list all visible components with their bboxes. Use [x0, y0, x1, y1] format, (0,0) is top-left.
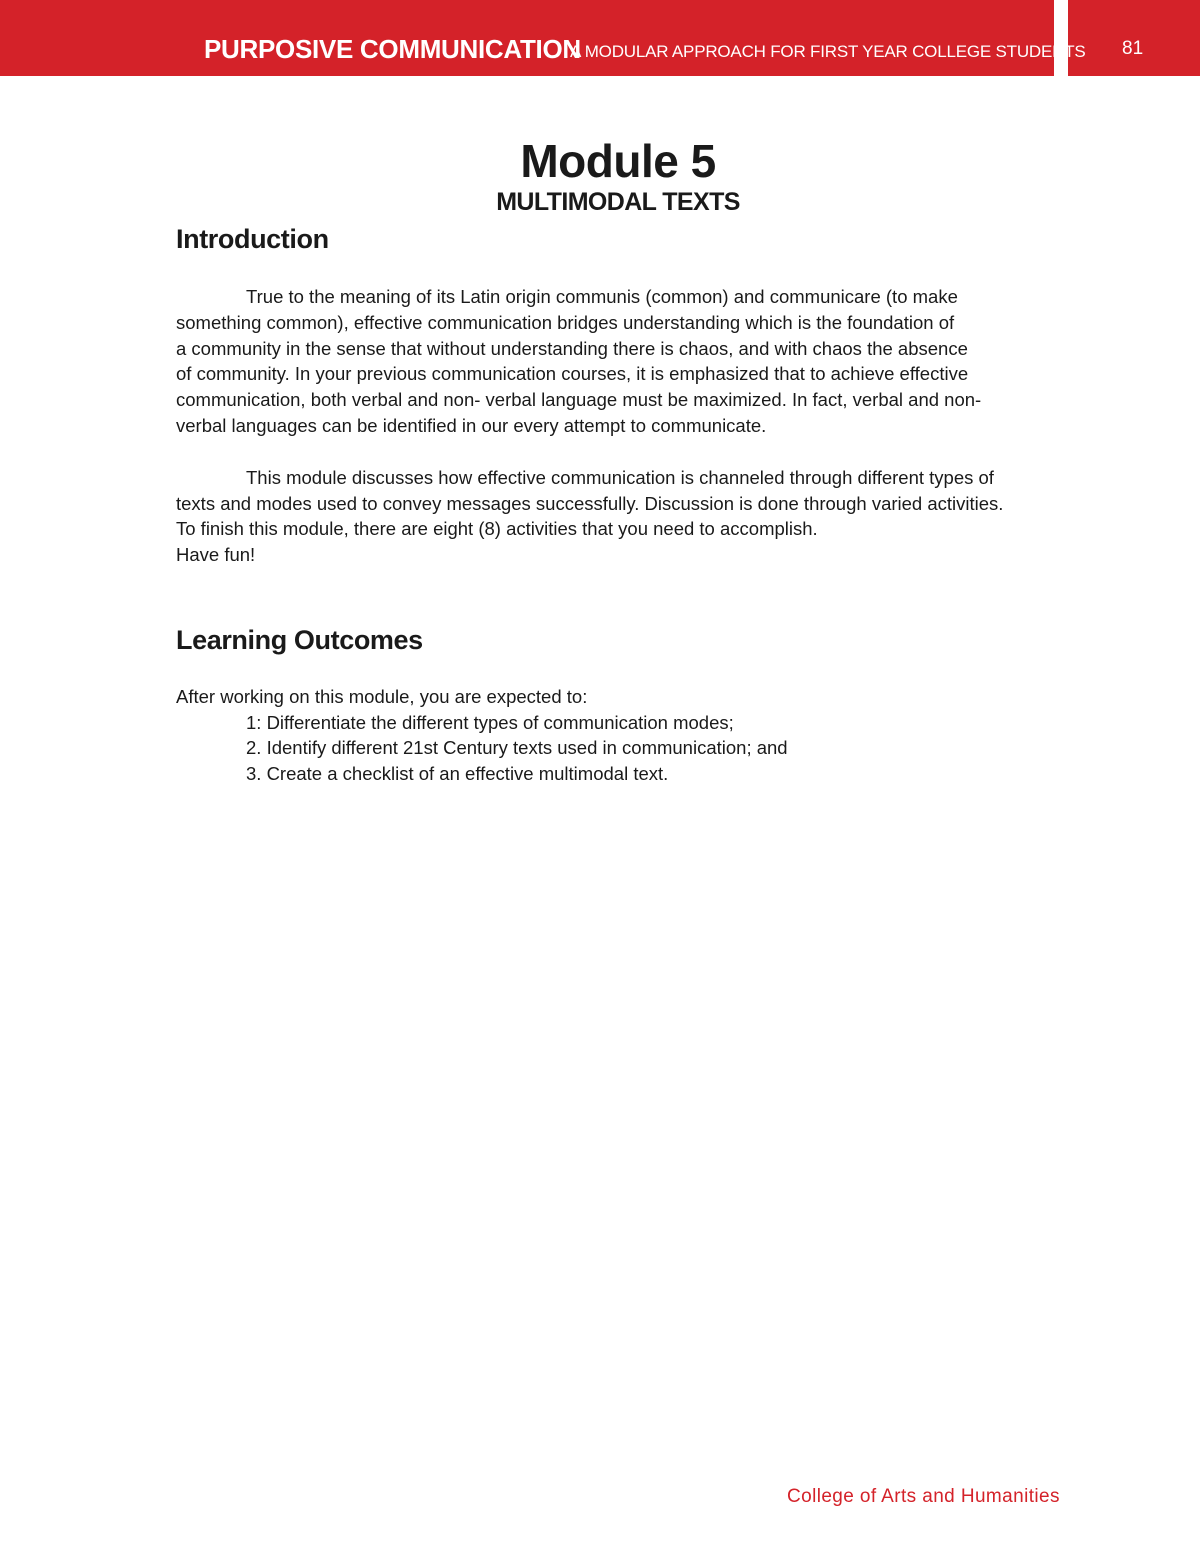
page-number: 81: [1122, 38, 1144, 59]
learning-outcomes-heading: Learning Outcomes: [176, 625, 423, 655]
module-title: Module 5: [520, 135, 716, 187]
intro-paragraph-line: Have fun!: [176, 544, 256, 565]
book-title: PURPOSIVE COMMUNICATION: [204, 34, 581, 64]
intro-paragraph-line: communication, both verbal and non- verbal language must be maximized. In fact, verbal and non-: [176, 389, 982, 410]
intro-paragraph-line: True to the meaning of its Latin origin communis (common) and communicare (to make: [246, 286, 958, 307]
intro-paragraph-line: To finish this module, there are eight (8) activities that you need to accomplish.: [176, 518, 818, 539]
book-subtitle: A MODULAR APPROACH FOR FIRST YEAR COLLEGE STUDENTS: [570, 42, 1086, 61]
outcome-item: 3. Create a checklist of an effective multimodal text.: [246, 763, 669, 784]
intro-paragraph-line: verbal languages can be identified in our every attempt to communicate.: [176, 415, 767, 436]
outcome-item: 1: Differentiate the different types of communication modes;: [246, 712, 734, 733]
learning-outcomes-lead: After working on this module, you are expected to:: [176, 686, 588, 707]
module-subtitle: MULTIMODAL TEXTS: [496, 188, 740, 216]
introduction-heading: Introduction: [176, 224, 329, 254]
intro-paragraph-line: a community in the sense that without understanding there is chaos, and with chaos the absence: [176, 338, 968, 359]
intro-paragraph-line: This module discusses how effective communication is channeled through different types of: [246, 467, 994, 488]
outcome-item: 2. Identify different 21st Century texts used in communication; and: [246, 737, 788, 758]
footer-college-name: College of Arts and Humanities: [787, 1486, 1060, 1507]
intro-paragraph-line: something common), effective communication bridges understanding which is the foundation of: [176, 312, 955, 333]
intro-paragraph-line: of community. In your previous communication courses, it is emphasized that to achieve effective: [176, 363, 969, 384]
intro-paragraph-line: texts and modes used to convey messages successfully. Discussion is done through varied activities.: [176, 493, 1004, 514]
